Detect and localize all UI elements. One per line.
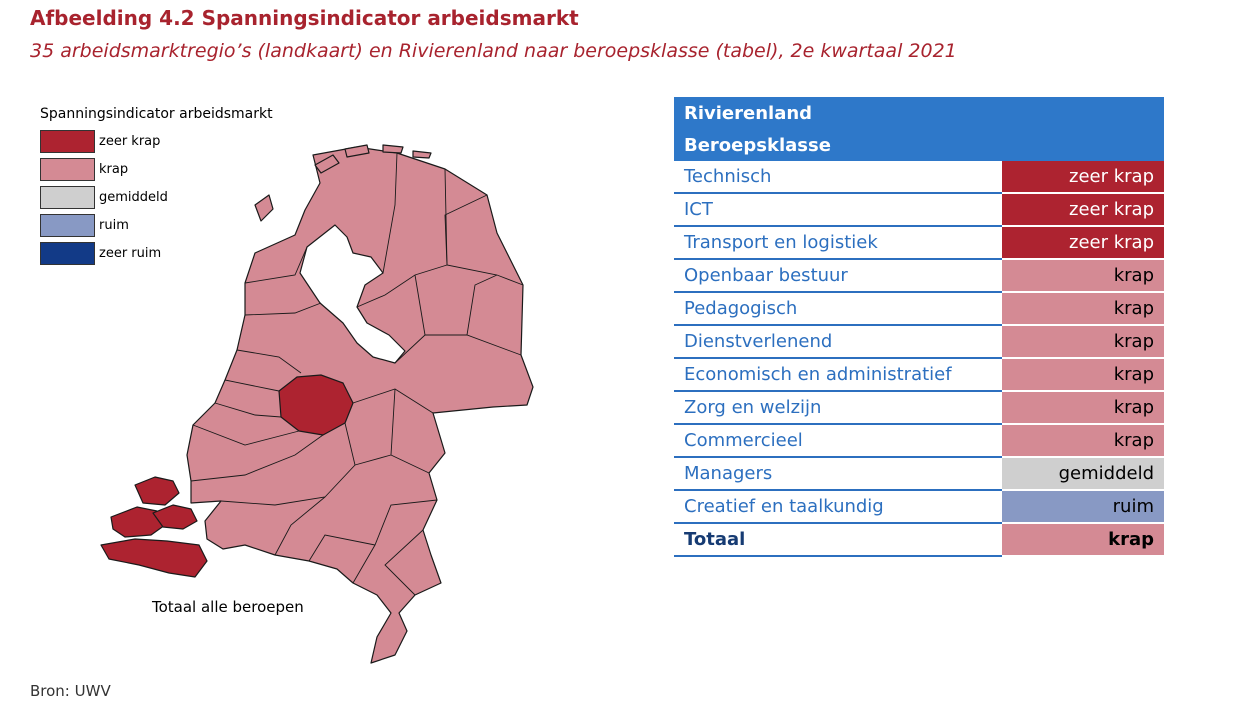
occupation-name: Creatief en taalkundig <box>674 490 1002 523</box>
tension-value: krap <box>1002 424 1164 457</box>
legend-title: Spanningsindicator arbeidsmarkt <box>40 106 273 122</box>
region-krap <box>187 147 533 663</box>
table-row <box>674 292 1164 325</box>
table-row <box>674 259 1164 292</box>
tension-value: ruim <box>1002 490 1164 523</box>
table-header-row-1 <box>674 97 1164 129</box>
legend-swatch <box>40 242 95 265</box>
region-zeer-krap <box>135 477 179 505</box>
legend-label: gemiddeld <box>99 189 168 205</box>
table-row <box>674 325 1164 358</box>
tension-value: krap <box>1002 325 1164 358</box>
table-row <box>674 424 1164 457</box>
occupation-name: Zorg en welzijn <box>674 391 1002 424</box>
legend-swatch <box>40 186 95 209</box>
occupation-name: Dienstverlenend <box>674 325 1002 358</box>
tension-value: krap <box>1002 391 1164 424</box>
map-caption: Totaal alle beroepen <box>152 598 304 616</box>
legend-label: zeer ruim <box>99 245 162 261</box>
island-region <box>255 195 273 221</box>
island-region <box>383 145 403 153</box>
figure-title: Afbeelding 4.2 Spanningsindicator arbeidsmarkt <box>30 6 579 30</box>
region-zeer-krap <box>101 539 207 577</box>
table-region-header: Rivierenland <box>674 97 1002 129</box>
legend-label: zeer krap <box>99 133 161 149</box>
occupation-name: Economisch en administratief <box>674 358 1002 391</box>
occupation-name: ICT <box>674 193 1002 226</box>
occupation-name: Pedagogisch <box>674 292 1002 325</box>
occupation-name: Openbaar bestuur <box>674 259 1002 292</box>
table-header-spacer <box>1002 129 1164 161</box>
source-note: Bron: UWV <box>30 682 111 700</box>
tension-value: zeer krap <box>1002 193 1164 226</box>
occupation-name: Technisch <box>674 161 1002 193</box>
table-row <box>674 457 1164 490</box>
netherlands-region-map <box>95 125 545 670</box>
legend-swatch <box>40 214 95 237</box>
table-column-header: Beroepsklasse <box>674 129 1002 161</box>
tension-value: krap <box>1002 523 1164 556</box>
legend-swatch <box>40 130 95 153</box>
tension-value: zeer krap <box>1002 161 1164 193</box>
occupation-name: Managers <box>674 457 1002 490</box>
occupation-name: Totaal <box>674 523 1002 556</box>
tension-value: krap <box>1002 292 1164 325</box>
table-row <box>674 391 1164 424</box>
occupation-name: Commercieel <box>674 424 1002 457</box>
legend-swatch <box>40 158 95 181</box>
tension-value: krap <box>1002 358 1164 391</box>
figure-subtitle: 35 arbeidsmarktregio’s (landkaart) en Rivierenland naar beroepsklasse (tabel), 2e kwartaal 2021 <box>30 40 957 62</box>
tension-value: krap <box>1002 259 1164 292</box>
tension-value: gemiddeld <box>1002 457 1164 490</box>
table-header-row-2 <box>674 129 1164 161</box>
occupation-table-body <box>674 161 1164 556</box>
table-row <box>674 523 1164 556</box>
table-row <box>674 358 1164 391</box>
tension-value: zeer krap <box>1002 226 1164 259</box>
table-header-spacer <box>1002 97 1164 129</box>
table-row <box>674 490 1164 523</box>
table-row <box>674 161 1164 193</box>
occupation-name: Transport en logistiek <box>674 226 1002 259</box>
island-region <box>413 151 431 158</box>
occupation-table <box>674 97 1164 557</box>
table-row <box>674 193 1164 226</box>
legend-label: ruim <box>99 217 129 233</box>
legend-label: krap <box>99 161 129 177</box>
table-row <box>674 226 1164 259</box>
